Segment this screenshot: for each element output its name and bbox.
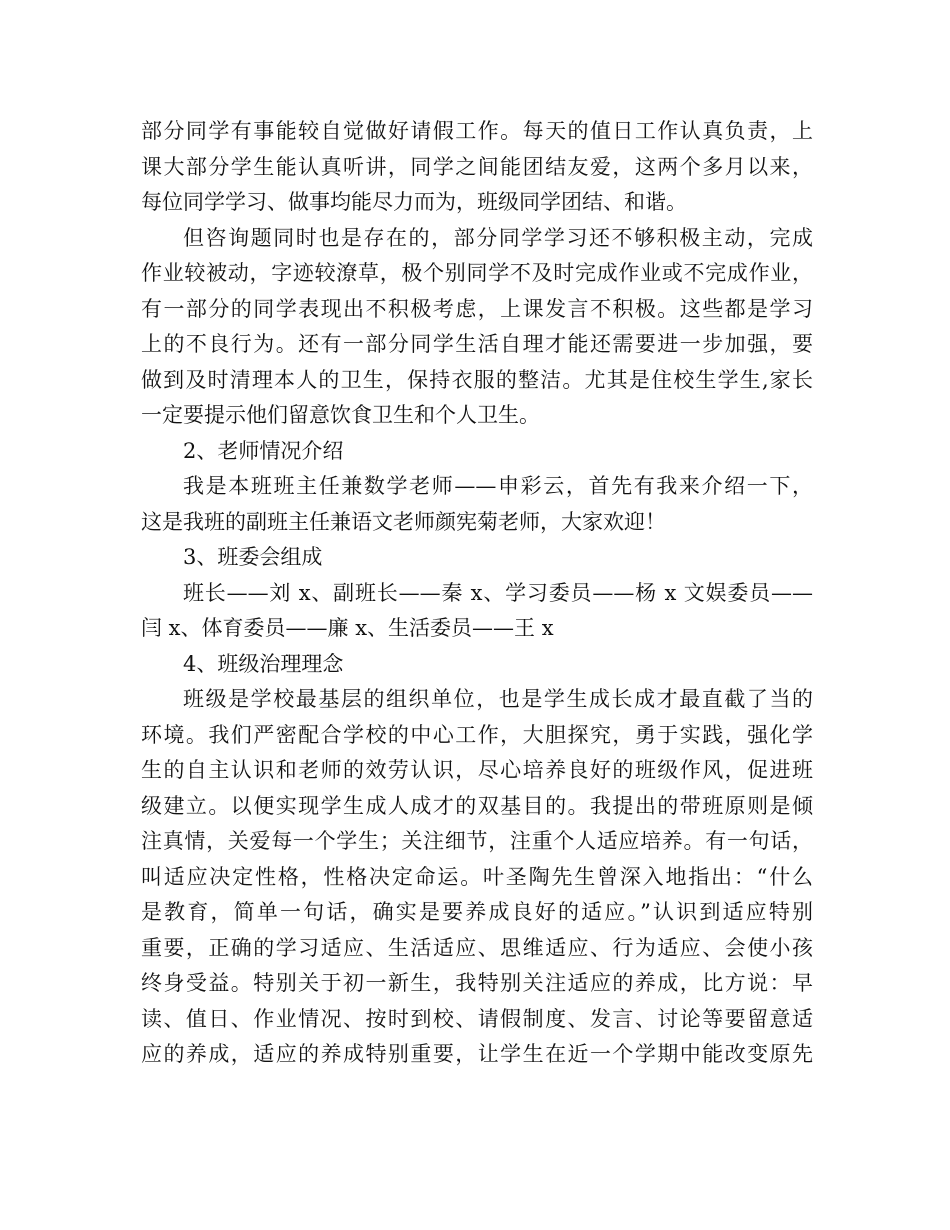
text-line: 班长——刘 x、副班长——秦 x、学习委员——杨 x 文娱委员——: [183, 580, 813, 605]
text-line: 应的养成，适应的养成特别重要，让学生在近一个学期中能改变原先: [141, 1042, 813, 1066]
text-line: 重要，正确的学习适应、生活适应、思维适应、行为适应、会使小孩: [141, 935, 813, 960]
text-line: 终身受益。特别关于初一新生，我特别关注适应的养成，比方说：早: [141, 971, 813, 995]
text-line: 闫 x、体育委员——廉 x、生活委员——王 x: [141, 616, 554, 640]
text-line: 级建立。以便实现学生成人成才的双基目的。我提出的带班原则是倾: [141, 793, 813, 818]
text-line: 上的不良行为。还有一部分同学生活自理才能还需要进一步加强，要: [141, 332, 813, 356]
text-line: 做到及时清理本人的卫生，保持衣服的整洁。尤其是住校生学生,家长: [141, 367, 813, 392]
text-line: 作业较被动，字迹较潦草，极个别同学不及时完成作业或不完成作业，: [141, 261, 813, 285]
section-heading: 4、班级治理理念: [183, 651, 344, 676]
text-line: 生的自主认识和老师的效劳认识，尽心培养良好的班级作风，促进班: [141, 758, 813, 782]
section-heading: 3、班委会组成: [183, 545, 323, 569]
text-line: 一定要提示他们留意饮食卫生和个人卫生。: [141, 403, 540, 427]
text-line: 每位同学学习、做事均能尽力而为，班级同学团结、和谐。: [141, 190, 687, 214]
section-heading: 2、老师情况介绍: [183, 438, 344, 463]
text-line: 有一部分的同学表现出不积极考虑，上课发言不积极。这些都是学习: [141, 296, 813, 321]
text-line: 我是本班班主任兼数学老师——申彩云，首先有我来介绍一下，: [183, 474, 813, 498]
text-line: 注真情，关爱每一个学生；关注细节，注重个人适应培养。有一句话，: [141, 829, 813, 853]
text-line: 环境。我们严密配合学校的中心工作，大胆探究，勇于实践，强化学: [141, 722, 813, 747]
text-line: 课大部分学生能认真听讲，同学之间能团结友爱，这两个多月以来，: [141, 154, 813, 179]
text-line: 叫适应决定性格，性格决定命运。叶圣陶先生曾深入地指出：“什么: [141, 864, 813, 889]
text-line: 班级是学校最基层的组织单位，也是学生成长成才最直截了当的: [183, 687, 813, 711]
document-body: [141, 114, 813, 1073]
text-line: 读、值日、作业情况、按时到校、请假制度、发言、讨论等要留意适: [141, 1006, 813, 1031]
text-line: 这是我班的副班主任兼语文老师颜宪菊老师，大家欢迎！: [141, 509, 666, 534]
text-line: 是教育，简单一句话，确实是要养成良好的适应。”认识到适应特别: [141, 900, 813, 924]
text-line: 部分同学有事能较自觉做好请假工作。每天的值日工作认真负责，上: [141, 119, 813, 143]
text-line: 但咨询题同时也是存在的，部分同学学习还不够积极主动，完成: [183, 225, 813, 250]
